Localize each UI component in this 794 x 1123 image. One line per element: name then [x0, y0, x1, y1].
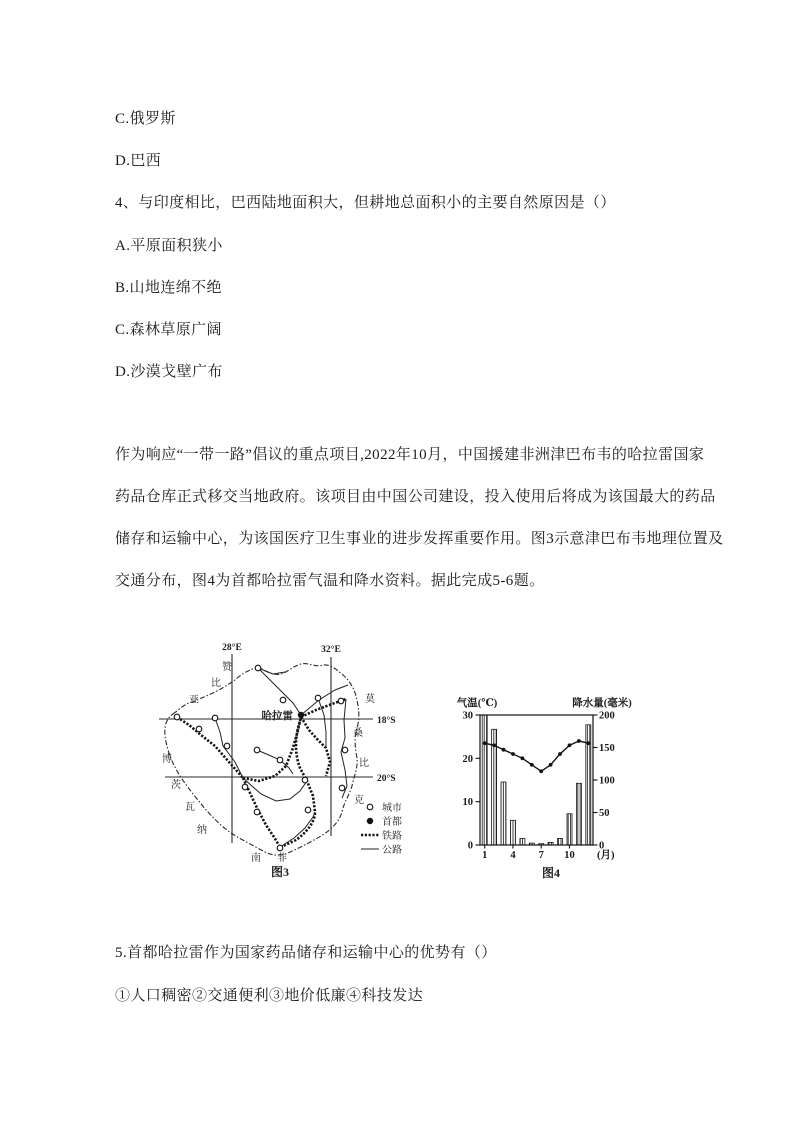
temperature-dot	[502, 748, 506, 752]
option-c-q3: C.俄罗斯	[115, 111, 176, 127]
figure-3-map	[123, 640, 428, 895]
question-5-stem: 5.首都哈拉雷作为国家药品储存和运输中心的优势有（）	[115, 945, 497, 961]
map-legend	[361, 801, 402, 856]
option-d-q4: D.沙漠戈壁广布	[115, 364, 223, 380]
temperature-dot	[483, 741, 487, 745]
right-tick-label: 0	[599, 840, 605, 852]
legend-capital-label: 首都	[382, 817, 402, 828]
precip-bar	[567, 814, 572, 845]
city-markers	[174, 665, 348, 851]
passage-line-2: 药品仓库正式移交当地政府。该项目由中国公司建设，投入使用后将成为该国最大的药品	[115, 489, 716, 505]
x-tick-label: 10	[564, 850, 575, 861]
x-tick-label: 1	[482, 850, 488, 861]
label-mozambique-4: 克	[354, 795, 364, 806]
right-tick-label: 100	[599, 775, 615, 787]
legend-city-icon	[367, 804, 373, 810]
right-axis-title: 降水量(毫米)	[572, 698, 632, 709]
label-botswana-4: 纳	[197, 825, 207, 836]
capital-city-label: 哈拉雷	[261, 711, 293, 722]
precip-bar	[501, 782, 506, 845]
meridian-label-28e: 28°E	[222, 643, 242, 653]
label-south-africa-1: 南	[251, 853, 261, 864]
precip-bar	[520, 839, 525, 846]
label-mozambique-1: 莫	[365, 694, 375, 705]
temperature-line	[485, 741, 589, 771]
right-tick-label: 150	[599, 743, 615, 754]
figure-4-chart	[440, 693, 655, 890]
label-botswana-3: 瓦	[185, 802, 195, 813]
option-b-q4: B.山地连绵不绝	[115, 280, 222, 296]
label-botswana-2: 茨	[171, 780, 181, 791]
temperature-dot	[530, 763, 534, 767]
temperature-dot	[539, 769, 543, 773]
country-border	[165, 664, 359, 856]
right-tick-label: 50	[599, 808, 610, 819]
precip-bar	[511, 820, 516, 845]
left-tick-label: 10	[462, 797, 473, 809]
left-tick-label: 0	[467, 840, 473, 852]
passage-line-4: 交通分布，图4为首都哈拉雷气温和降水资料。据此完成5-6题。	[115, 573, 545, 589]
figure3-caption: 图3	[270, 865, 290, 879]
legend-road-label: 公路	[382, 845, 402, 856]
label-zambia-1: 赞	[222, 662, 232, 673]
label-zambia-2: 比	[211, 678, 221, 689]
temperature-dot	[511, 752, 515, 756]
meridian-label-32e: 32°E	[321, 645, 341, 655]
x-tick-label: 4	[510, 850, 516, 861]
temperature-dot	[549, 763, 553, 767]
temperature-dot	[586, 741, 590, 745]
passage-line-3: 储存和运输中心，为该国医疗卫生事业的进步发挥重要作用。图3示意津巴布韦地理位置及	[115, 531, 724, 547]
option-a-q4: A.平原面积狭小	[115, 238, 223, 254]
precip-bar	[482, 715, 487, 845]
parallel-label-18s: 18°S	[377, 716, 396, 726]
precip-bar	[558, 839, 563, 846]
legend-capital-icon	[367, 818, 373, 824]
label-zambia-3: 亚	[189, 695, 199, 706]
parallel-label-20s: 20°S	[377, 774, 396, 784]
temperature-dot	[492, 743, 496, 747]
x-tick-label: 7	[538, 850, 544, 861]
left-axis-title: 气温(℃)	[456, 698, 498, 709]
chart-plot-area	[463, 711, 615, 862]
temperature-dot	[568, 743, 572, 747]
question-4-stem: 4、与印度相比，巴西陆地面积大，但耕地总面积小的主要自然原因是（）	[115, 195, 616, 211]
passage-line-1: 作为响应“一带一路”倡议的重点项目,2022年10月，中国援建非洲津巴布韦的哈拉雷国家	[115, 447, 705, 463]
label-botswana-1: 博	[162, 754, 172, 765]
precip-bar	[576, 783, 581, 845]
question-5-items: ①人口稠密②交通便利③地价低廉④科技发达	[115, 988, 424, 1004]
left-tick-label: 20	[462, 753, 473, 765]
label-south-africa-2: 非	[277, 853, 287, 864]
option-d-q3: D.巴西	[115, 153, 162, 169]
capital-marker	[298, 712, 304, 718]
legend-city-label: 城市	[382, 803, 402, 814]
temperature-dot	[558, 752, 562, 756]
label-mozambique-3: 比	[359, 758, 369, 769]
legend-railway-label: 铁路	[382, 831, 402, 842]
climograph-svg	[440, 693, 655, 885]
label-mozambique-2: 桑	[353, 728, 363, 739]
temperature-dot	[521, 756, 525, 760]
zimbabwe-map-svg	[123, 640, 428, 890]
option-c-q4: C.森林草原广阔	[115, 322, 222, 338]
figure4-caption: 图4	[541, 866, 561, 880]
left-tick-label: 30	[462, 710, 473, 722]
x-axis-unit: (月)	[597, 850, 615, 861]
right-tick-label: 200	[599, 710, 615, 722]
temperature-dot	[577, 739, 581, 743]
